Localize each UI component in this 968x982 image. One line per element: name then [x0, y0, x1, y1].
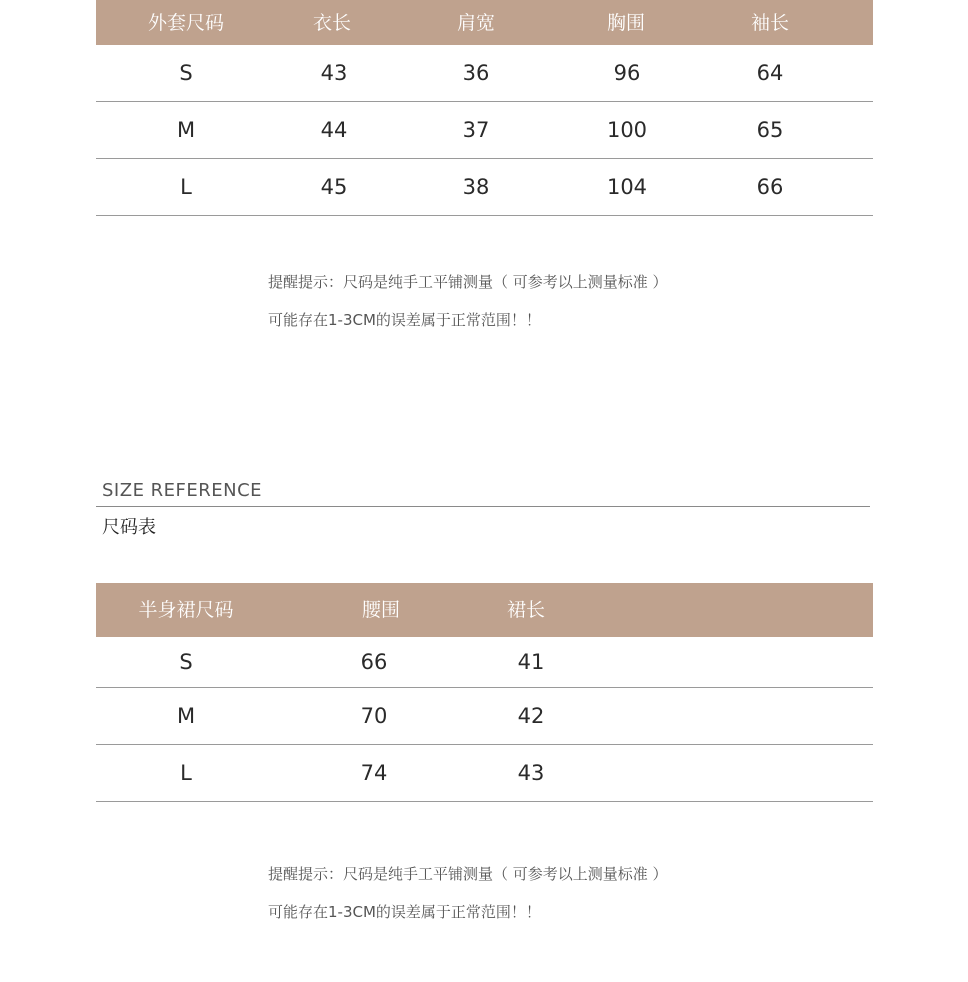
skirt-length-cell: 41 [517, 650, 545, 674]
skirt-table-header [96, 583, 873, 637]
section-title-zh: 尺码表 [102, 517, 156, 538]
header-sleeve: 袖长 [750, 11, 790, 34]
header-length: 衣长 [312, 11, 352, 34]
shoulder-cell: 37 [462, 118, 490, 142]
sleeve-cell: 64 [756, 61, 784, 85]
length-cell: 43 [320, 61, 348, 85]
sleeve-cell: 66 [756, 175, 784, 199]
header-waist: 腰围 [361, 599, 401, 622]
note-line-2: 可能存在1-3CM的误差属于正常范围！！ [268, 311, 541, 329]
size-cell: M [176, 118, 196, 142]
size-cell: L [180, 761, 192, 785]
size-cell: M [176, 704, 196, 728]
skirt-length-cell: 43 [517, 761, 545, 785]
table-row [96, 637, 873, 688]
length-cell: 44 [320, 118, 348, 142]
measurement-note [268, 864, 668, 922]
waist-cell: 66 [360, 650, 388, 674]
header-skirt-length: 裙长 [506, 599, 546, 622]
chest-cell: 100 [606, 118, 648, 142]
skirt-size-table [96, 583, 873, 802]
header-skirt-size: 半身裙尺码 [138, 599, 234, 622]
size-cell: S [179, 61, 193, 85]
size-cell: S [179, 650, 193, 674]
header-coat-size: 外套尺码 [147, 11, 225, 34]
note-line-1: 提醒提示：尺码是纯手工平铺测量（ 可参考以上测量标准 ） [268, 865, 668, 883]
section-divider [96, 506, 870, 507]
chest-cell: 96 [613, 61, 641, 85]
chest-cell: 104 [606, 175, 648, 199]
section-title-en: SIZE REFERENCE [102, 480, 263, 501]
coat-size-table [96, 0, 873, 216]
skirt-length-cell: 42 [517, 704, 545, 728]
waist-cell: 74 [360, 761, 388, 785]
coat-table-header [96, 0, 873, 45]
table-row [96, 45, 873, 102]
sleeve-cell: 65 [756, 118, 784, 142]
table-row [96, 159, 873, 216]
header-chest: 胸围 [606, 11, 646, 34]
header-shoulder: 肩宽 [456, 11, 496, 34]
size-cell: L [180, 175, 192, 199]
note-line-1: 提醒提示：尺码是纯手工平铺测量（ 可参考以上测量标准 ） [268, 273, 668, 291]
table-row [96, 102, 873, 159]
measurement-note [268, 272, 668, 330]
waist-cell: 70 [360, 704, 388, 728]
length-cell: 45 [320, 175, 348, 199]
table-row [96, 688, 873, 745]
shoulder-cell: 36 [462, 61, 490, 85]
shoulder-cell: 38 [462, 175, 490, 199]
table-row [96, 745, 873, 802]
note-line-2: 可能存在1-3CM的误差属于正常范围！！ [268, 903, 541, 921]
